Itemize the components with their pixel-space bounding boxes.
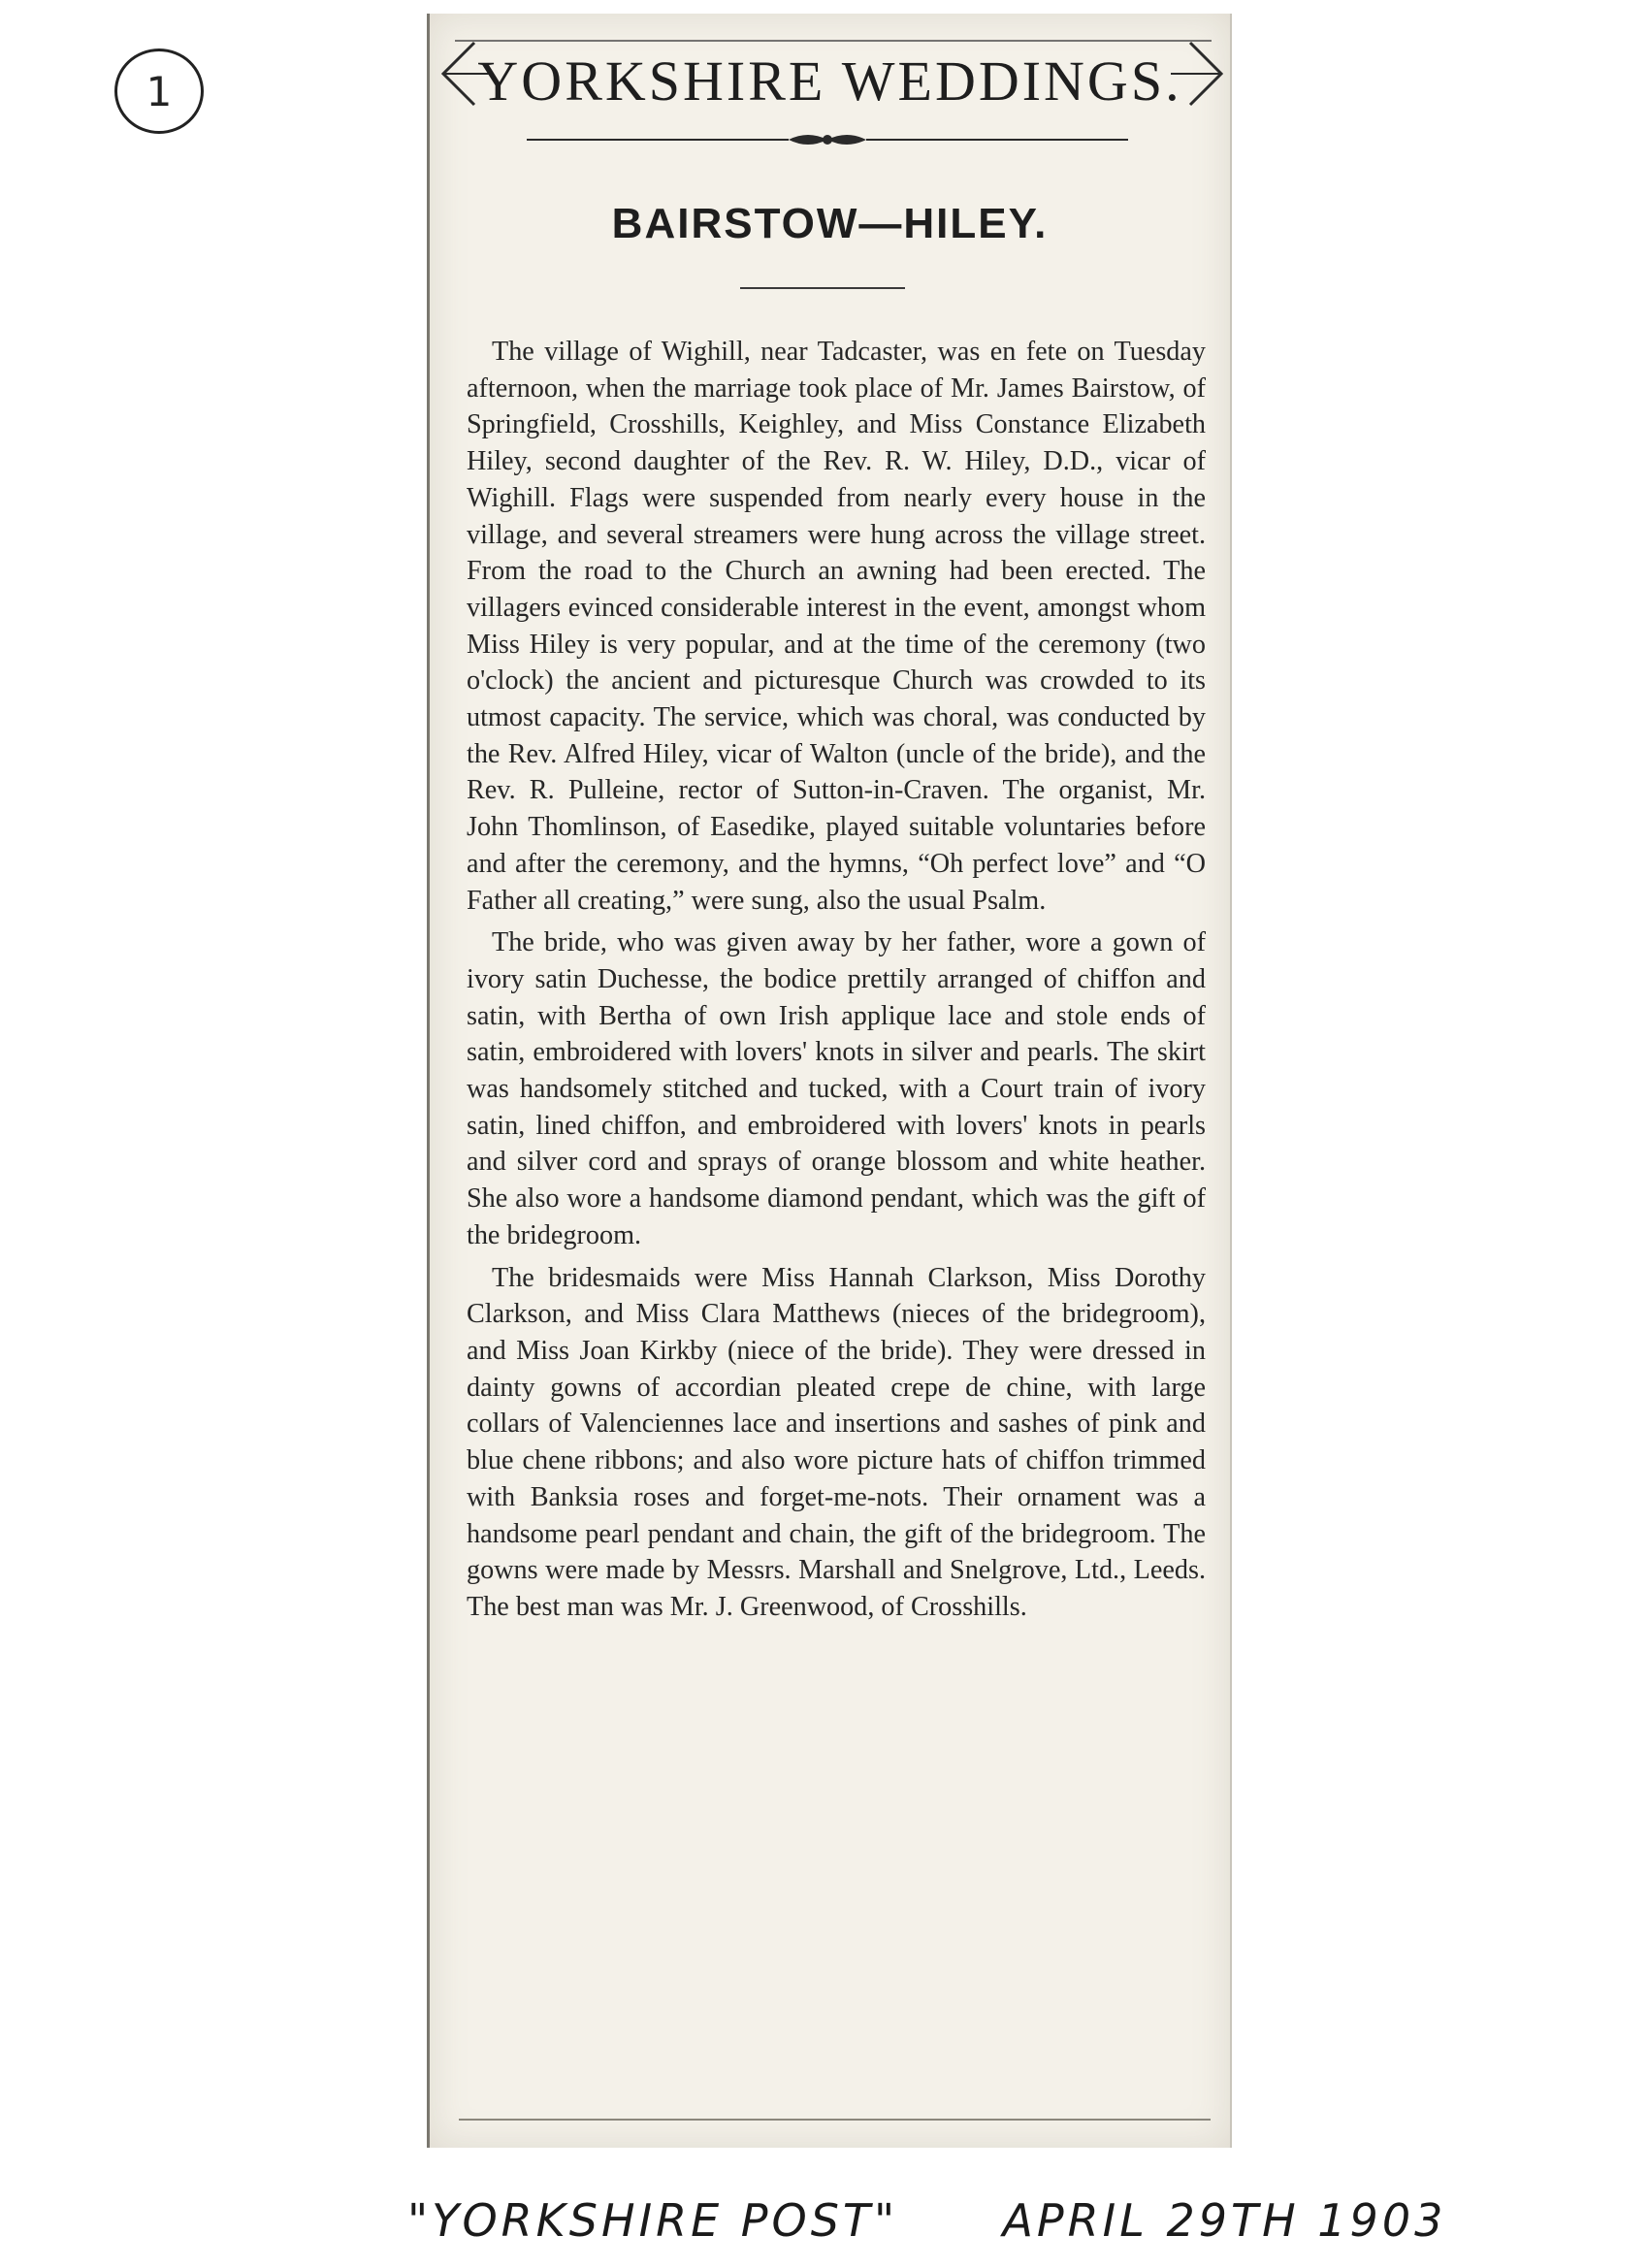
caption-source: "YORKSHIRE POST" (407, 2194, 899, 2247)
article-headline: BAIRSTOW—HILEY. (611, 200, 1049, 247)
ornamental-rule-icon (527, 130, 1128, 149)
article-paragraph: The bridesmaids were Miss Hannah Clarkson, Miss Dorothy Clarkson, and Miss Clara Matthews (nieces of the bridegroom), and Miss Joan Kirkby (niece of the bride). They were dressed in dainty gowns of accordian pleated crepe de chine, with large collars of Valenciennes lace and insertions and sashes of pink and blue chene ribbons; and also wore picture hats of chiffon trimmed with Banksia roses and forget-me-nots. Their ornament was a handsome pearl pendant and chain, the gift of the bridegroom. The gowns were made by Messrs. Marshall and Snelgrove, Ltd., Leeds. The best man was Mr. J. Greenwood, of Crosshills. (467, 1262, 1206, 1622)
handwritten-source-caption (407, 2194, 1447, 2247)
article-paragraph: The village of Wighill, near Tadcaster, was en fete on Tuesday afternoon, when the marriage took place of Mr. James Bairstow, of Springfield, Crosshills, Keighley, and Miss Constance Elizabeth Hiley, second daughter of the Rev. R. W. Hiley, D.D., vicar of Wighill. Flags were suspended from nearly every house in the village, and several streamers were hung across the village street. From the road to the Church an awning had been erected. The villagers evinced considerable interest in the event, amongst whom Miss Hiley is very popular, and at the time of the ceremony (two o'clock) the ancient and picturesque Church was crowded to its utmost capacity. The service, which was choral, was conducted by the Rev. Alfred Hiley, vicar of Walton (uncle of the bride), and the Rev. R. Pulleine, rector of Sutton-in-Craven. The organist, Mr. John Thomlinson, of Easedike, played suitable voluntaries before and after the ceremony, and the hymns, “Oh perfect love” and “O Father all creating,” were sung, also the usual Psalm. (467, 337, 1206, 916)
section-masthead (436, 35, 1224, 113)
newspaper-clipping (427, 14, 1232, 2148)
article-paragraph: The bride, who was given away by her father, wore a gown of ivory satin Duchesse, the bodice prettily arranged of chiffon and satin, with Bertha of own Irish applique lace and stole ends of satin, embroidered with lovers' knots in silver and pearls. The skirt was handsomely stitched and tucked, with a Court train of ivory satin, lined chiffon, and embroidered with lovers' knots in pearls and silver cord and sprays of orange blossom and white heather. She also wore a handsome diamond pendant, which was the gift of the bridegroom. (467, 927, 1206, 1250)
page-number-annotation (114, 49, 204, 134)
article-body (467, 334, 1206, 1632)
page-number-text: 1 (146, 67, 173, 115)
caption-date: APRIL 29TH 1903 (1002, 2194, 1447, 2247)
section-title: YORKSHIRE WEDDINGS. (477, 49, 1182, 113)
headline-divider (740, 287, 905, 289)
